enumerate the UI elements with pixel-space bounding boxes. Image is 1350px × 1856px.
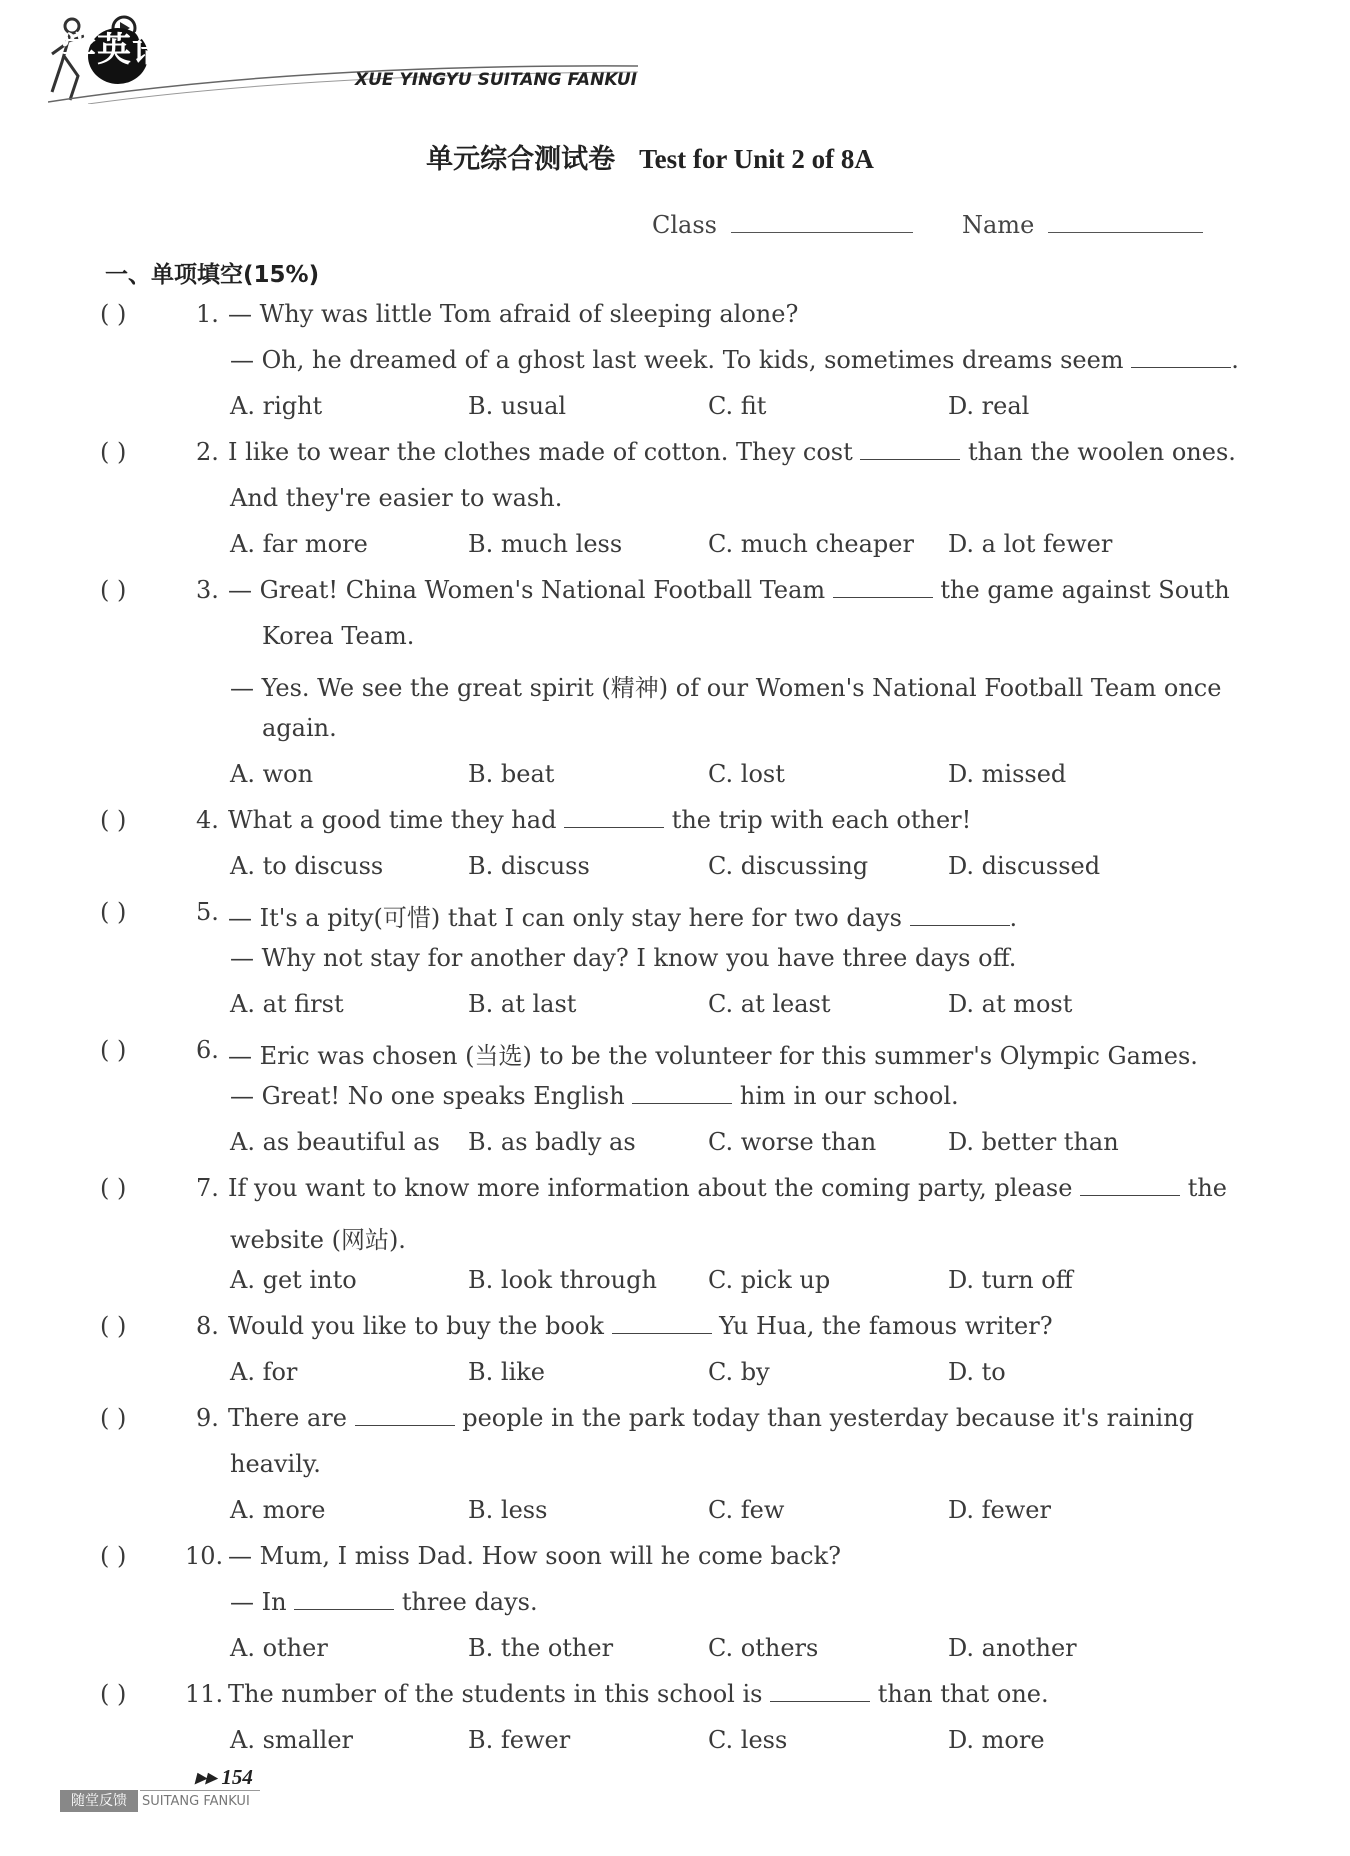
question-text-line: If you want to know more information about the coming party, please the	[228, 1174, 1227, 1202]
name-blank[interactable]	[1048, 210, 1203, 233]
answer-option[interactable]: D. another	[948, 1634, 1077, 1662]
answer-option[interactable]: A. other	[230, 1634, 328, 1662]
answer-option[interactable]: A. for	[230, 1358, 298, 1386]
answer-blank[interactable]	[1131, 347, 1231, 368]
question-text-line: — It's a pity(可惜) that I can only stay here for two days .	[228, 904, 1018, 932]
answer-option[interactable]: D. discussed	[948, 852, 1101, 880]
answer-option[interactable]: D. a lot fewer	[948, 530, 1113, 558]
question-number: 3.	[196, 576, 219, 604]
answer-blank[interactable]	[910, 905, 1010, 926]
answer-option[interactable]: B. like	[468, 1358, 545, 1386]
answer-option[interactable]: D. to	[948, 1358, 1006, 1386]
answer-option[interactable]: D. more	[948, 1726, 1045, 1754]
question-text-line: again.	[262, 714, 337, 742]
answer-blank[interactable]	[564, 807, 664, 828]
question-text-line: The number of the students in this school is than that one.	[228, 1680, 1049, 1708]
answer-option[interactable]: C. few	[708, 1496, 785, 1524]
answer-bracket[interactable]: ( )	[100, 1174, 127, 1202]
question-text-line: Would you like to buy the book Yu Hua, the famous writer?	[228, 1312, 1053, 1340]
answer-option[interactable]: A. smaller	[230, 1726, 353, 1754]
answer-bracket[interactable]: ( )	[100, 806, 127, 834]
question-text-line: — Oh, he dreamed of a ghost last week. To kids, sometimes dreams seem .	[230, 346, 1239, 374]
title-chinese: 单元综合测试卷	[426, 144, 616, 175]
answer-bracket[interactable]: ( )	[100, 1312, 127, 1340]
question-number: 2.	[196, 438, 219, 466]
question-text-line: — Great! China Women's National Football Team the game against South	[228, 576, 1230, 604]
question-number: 10.	[185, 1542, 224, 1570]
answer-option[interactable]: D. better than	[948, 1128, 1119, 1156]
page-number-value: 154	[221, 1765, 253, 1789]
answer-option[interactable]: C. lost	[708, 760, 785, 788]
question-number: 6.	[196, 1036, 219, 1064]
answer-option[interactable]: B. much less	[468, 530, 623, 558]
answer-option[interactable]: B. the other	[468, 1634, 614, 1662]
answer-blank[interactable]	[1080, 1175, 1180, 1196]
answer-option[interactable]: A. as beautiful as	[230, 1128, 440, 1156]
question-text-line: — Why was little Tom afraid of sleeping alone?	[228, 300, 799, 328]
question-text-line: website (网站).	[230, 1226, 406, 1254]
answer-bracket[interactable]: ( )	[100, 898, 127, 926]
answer-blank[interactable]	[770, 1681, 870, 1702]
page-number: ▸▸ 154	[195, 1765, 253, 1789]
answer-option[interactable]: C. much cheaper	[708, 530, 914, 558]
question-text-line: I like to wear the clothes made of cotton. They cost than the woolen ones.	[228, 438, 1236, 466]
logo-text: 学英语随堂反馈	[62, 30, 307, 70]
class-label: Class	[652, 211, 717, 239]
question-text-line: What a good time they had the trip with each other!	[228, 806, 972, 834]
question-text-line: — Why not stay for another day? I know you have three days off.	[230, 944, 1017, 972]
question-number: 11.	[185, 1680, 224, 1708]
footer-tag: 随堂反馈	[60, 1790, 138, 1812]
page-title	[0, 137, 1300, 176]
answer-option[interactable]: D. at most	[948, 990, 1073, 1018]
answer-blank[interactable]	[612, 1313, 712, 1334]
answer-blank[interactable]	[294, 1589, 394, 1610]
answer-blank[interactable]	[860, 439, 960, 460]
question-number: 5.	[196, 898, 219, 926]
question-number: 8.	[196, 1312, 219, 1340]
answer-option[interactable]: A. won	[230, 760, 314, 788]
answer-option[interactable]: C. discussing	[708, 852, 869, 880]
answer-option[interactable]: C. pick up	[708, 1266, 831, 1294]
question-text-line: — In three days.	[230, 1588, 538, 1616]
answer-option[interactable]: D. fewer	[948, 1496, 1051, 1524]
class-field	[652, 210, 913, 239]
answer-option[interactable]: C. by	[708, 1358, 770, 1386]
name-field	[962, 210, 1203, 239]
footer-tag-english: SUITANG FANKUI	[142, 1794, 250, 1809]
question-number: 1.	[196, 300, 219, 328]
answer-bracket[interactable]: ( )	[100, 438, 127, 466]
footer-divider	[140, 1790, 260, 1791]
name-label: Name	[962, 211, 1035, 239]
logo-english-title: XUE YINGYU SUITANG FANKUI	[355, 70, 638, 90]
answer-option[interactable]: D. real	[948, 392, 1030, 420]
class-blank[interactable]	[731, 210, 913, 233]
question-text-line: Korea Team.	[262, 622, 415, 650]
answer-blank[interactable]	[632, 1083, 732, 1104]
question-text-line: heavily.	[230, 1450, 321, 1478]
answer-option[interactable]: A. at first	[230, 990, 344, 1018]
answer-bracket[interactable]: ( )	[100, 576, 127, 604]
answer-option[interactable]: A. far more	[230, 530, 368, 558]
answer-option[interactable]: C. others	[708, 1634, 819, 1662]
answer-option[interactable]: A. get into	[230, 1266, 357, 1294]
question-text-line: — Eric was chosen (当选) to be the volunteer for this summer's Olympic Games.	[228, 1042, 1198, 1070]
answer-option[interactable]: C. worse than	[708, 1128, 877, 1156]
answer-option[interactable]: B. beat	[468, 760, 555, 788]
answer-option[interactable]: C. at least	[708, 990, 831, 1018]
logo-chinese-title	[62, 22, 307, 71]
title-english: Test for Unit 2 of 8A	[639, 144, 874, 174]
answer-blank[interactable]	[355, 1405, 455, 1426]
question-text-line: And they're easier to wash.	[230, 484, 563, 512]
question-text-line: — Yes. We see the great spirit (精神) of our Women's National Football Team once	[230, 674, 1222, 702]
answer-option[interactable]: A. right	[230, 392, 323, 420]
answer-bracket[interactable]: ( )	[100, 1542, 127, 1570]
answer-option[interactable]: B. less	[468, 1496, 548, 1524]
answer-bracket[interactable]: ( )	[100, 300, 127, 328]
question-number: 7.	[196, 1174, 219, 1202]
answer-option[interactable]: B. look through	[468, 1266, 657, 1294]
question-text-line: There are people in the park today than yesterday because it's raining	[228, 1404, 1195, 1432]
answer-option[interactable]: B. at last	[468, 990, 577, 1018]
answer-bracket[interactable]: ( )	[100, 1404, 127, 1432]
answer-option[interactable]: B. as badly as	[468, 1128, 636, 1156]
answer-option[interactable]: B. discuss	[468, 852, 590, 880]
answer-option[interactable]: B. usual	[468, 392, 567, 420]
question-number: 4.	[196, 806, 219, 834]
answer-bracket[interactable]: ( )	[100, 1036, 127, 1064]
question-text-line: — Mum, I miss Dad. How soon will he come back?	[228, 1542, 841, 1570]
answer-option[interactable]: B. fewer	[468, 1726, 571, 1754]
answer-option[interactable]: A. more	[230, 1496, 326, 1524]
answer-option[interactable]: D. turn off	[948, 1266, 1073, 1294]
answer-bracket[interactable]: ( )	[100, 1680, 127, 1708]
answer-blank[interactable]	[833, 577, 933, 598]
section-title: 一、单项填空(15%)	[105, 262, 320, 288]
answer-option[interactable]: A. to discuss	[230, 852, 384, 880]
answer-option[interactable]: C. less	[708, 1726, 788, 1754]
answer-option[interactable]: C. fit	[708, 392, 767, 420]
question-text-line: — Great! No one speaks English him in our school.	[230, 1082, 959, 1110]
question-number: 9.	[196, 1404, 219, 1432]
answer-option[interactable]: D. missed	[948, 760, 1067, 788]
